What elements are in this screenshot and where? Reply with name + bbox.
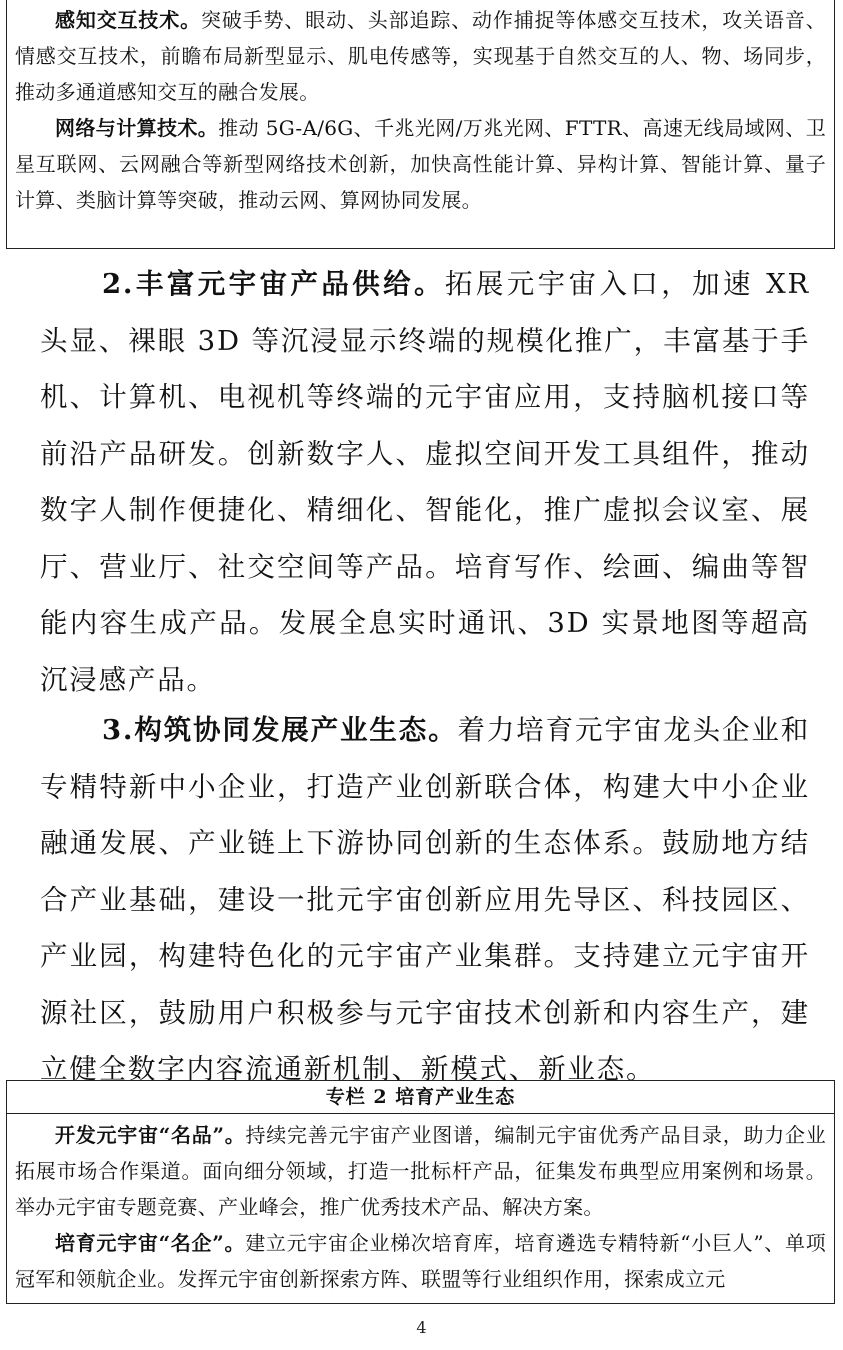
product-supply-heading: 2.丰富元宇宙产品供给。 [102,268,445,300]
famous-enterprises-paragraph [15,1225,826,1297]
famous-products-text: 持续完善元宇宙产业图谱，编制元宇宙优秀产品目录，助力企业拓展市场合作渠道。面向细分领域，打造一批标杆产品，征集发布典型应用案例和场景。举办元宇宙专题竞赛、产业峰会，推广优秀技术产品、解决方案。 [15,1123,826,1219]
famous-enterprises-heading: 培育元宇宙“名企”。 [55,1231,246,1255]
perception-interaction-heading: 感知交互技术。 [55,8,201,32]
network-computing-text: 推动 5G-A/6G、千兆光网/万兆光网、FTTR、高速无线局域网、卫星互联网、云网融合等新型网络技术创新，加快高性能计算、异构计算、智能计算、量子计算、类脑计算等突破，推动云网、算网协同发展。 [15,116,826,212]
famous-products-paragraph [15,1117,826,1225]
product-supply-paragraph [40,256,810,708]
perception-interaction-paragraph [15,2,826,110]
top-column-box [6,0,835,249]
famous-products-heading: 开发元宇宙“名品”。 [55,1123,246,1147]
page-number: 4 [416,1318,427,1337]
column-2-body [7,1114,834,1297]
perception-interaction-text: 突破手势、眼动、头部追踪、动作捕捉等体感交互技术，攻关语音、情感交互技术，前瞻布局新型显示、肌电传感等，实现基于自然交互的人、物、场同步，推动多通道感知交互的融合发展。 [15,8,826,104]
famous-enterprises-text: 建立元宇宙企业梯次培育库，培育遴选专精特新“小巨人”、单项冠军和领航企业。发挥元宇宙创新探索方阵、联盟等行业组织作用，探索成立元 [15,1231,826,1291]
product-supply-text: 拓展元宇宙入口，加速 XR 头显、裸眼 3D 等沉浸显示终端的规模化推广，丰富基于手机、计算机、电视机等终端的元宇宙应用，支持脑机接口等前沿产品研发。创新数字人、虚拟空间开发工具组件，推动数字人制作便捷化、精细化、智能化，推广虚拟会议室、展厅、营业厅、社交空间等产品。培育写作、绘画、编曲等智能内容生成产品。发展全息实时通讯、3D 实景地图等超高沉浸感产品。 [40,268,810,696]
industry-ecology-paragraph [40,702,810,1098]
industry-ecology-heading: 3.构筑协同发展产业生态。 [102,714,458,746]
column-2-box [6,1080,835,1304]
network-computing-paragraph [15,110,826,218]
column-2-title: 专栏 2 培育产业生态 [7,1081,834,1114]
industry-ecology-text: 着力培育元宇宙龙头企业和专精特新中小企业，打造产业创新联合体，构建大中小企业融通发展、产业链上下游协同创新的生态体系。鼓励地方结合产业基础，建设一批元宇宙创新应用先导区、科技园区、产业园，构建特色化的元宇宙产业集群。支持建立元宇宙开源社区，鼓励用户积极参与元宇宙技术创新和内容生产，建立健全数字内容流通新机制、新模式、新业态。 [40,714,810,1085]
network-computing-heading: 网络与计算技术。 [55,116,219,140]
